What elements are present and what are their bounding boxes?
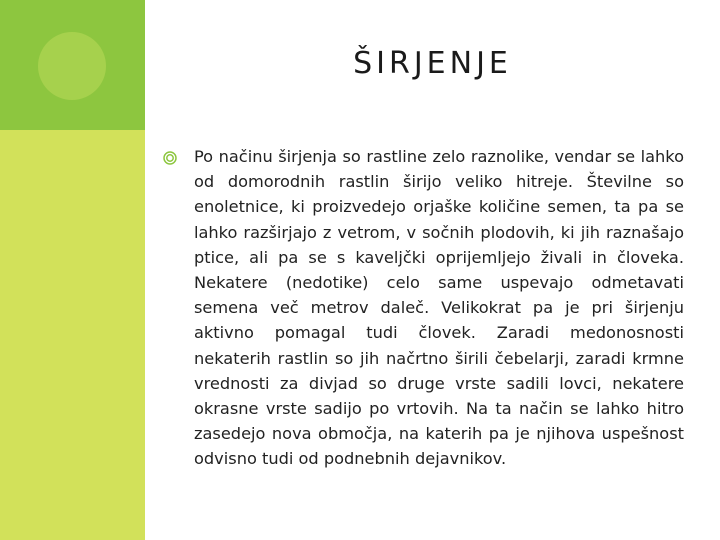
body-paragraph: Po načinu širjenja so rastline zelo raznolike, vendar se lahko od domorodnih rastlin širijo veliko hitreje. Številne so enoletnice, ki proizvedejo orjaške količine semen, ta pa se lahko razširjajo z vetrom, v sočnih plodovih, ki jih raznašajo ptice, ali pa se s kaveljčki oprijemljejo živali in človeka. Nekatere (nedotike) celo same uspevajo odmetavati semena več metrov daleč. Velikokrat pa je pri širjenju aktivno pomagal tudi človek. Zaradi medonosnosti nekaterih rastlin so jih načrtno širili čebelarji, zaradi krmne vrednosti za divjad so druge vrste sadili lovci, nekatere okrasne vrste sadijo po vrtovih. Na ta način se lahko hitro zasedejo nova območja, na katerih pa je njihova uspešnost odvisno tudi od podnebnih dejavnikov. xyxy=(194,147,684,469)
slide-title: ŠIRJENJE xyxy=(353,46,512,81)
decorative-circle xyxy=(38,32,106,100)
circle-target-icon xyxy=(163,151,177,165)
